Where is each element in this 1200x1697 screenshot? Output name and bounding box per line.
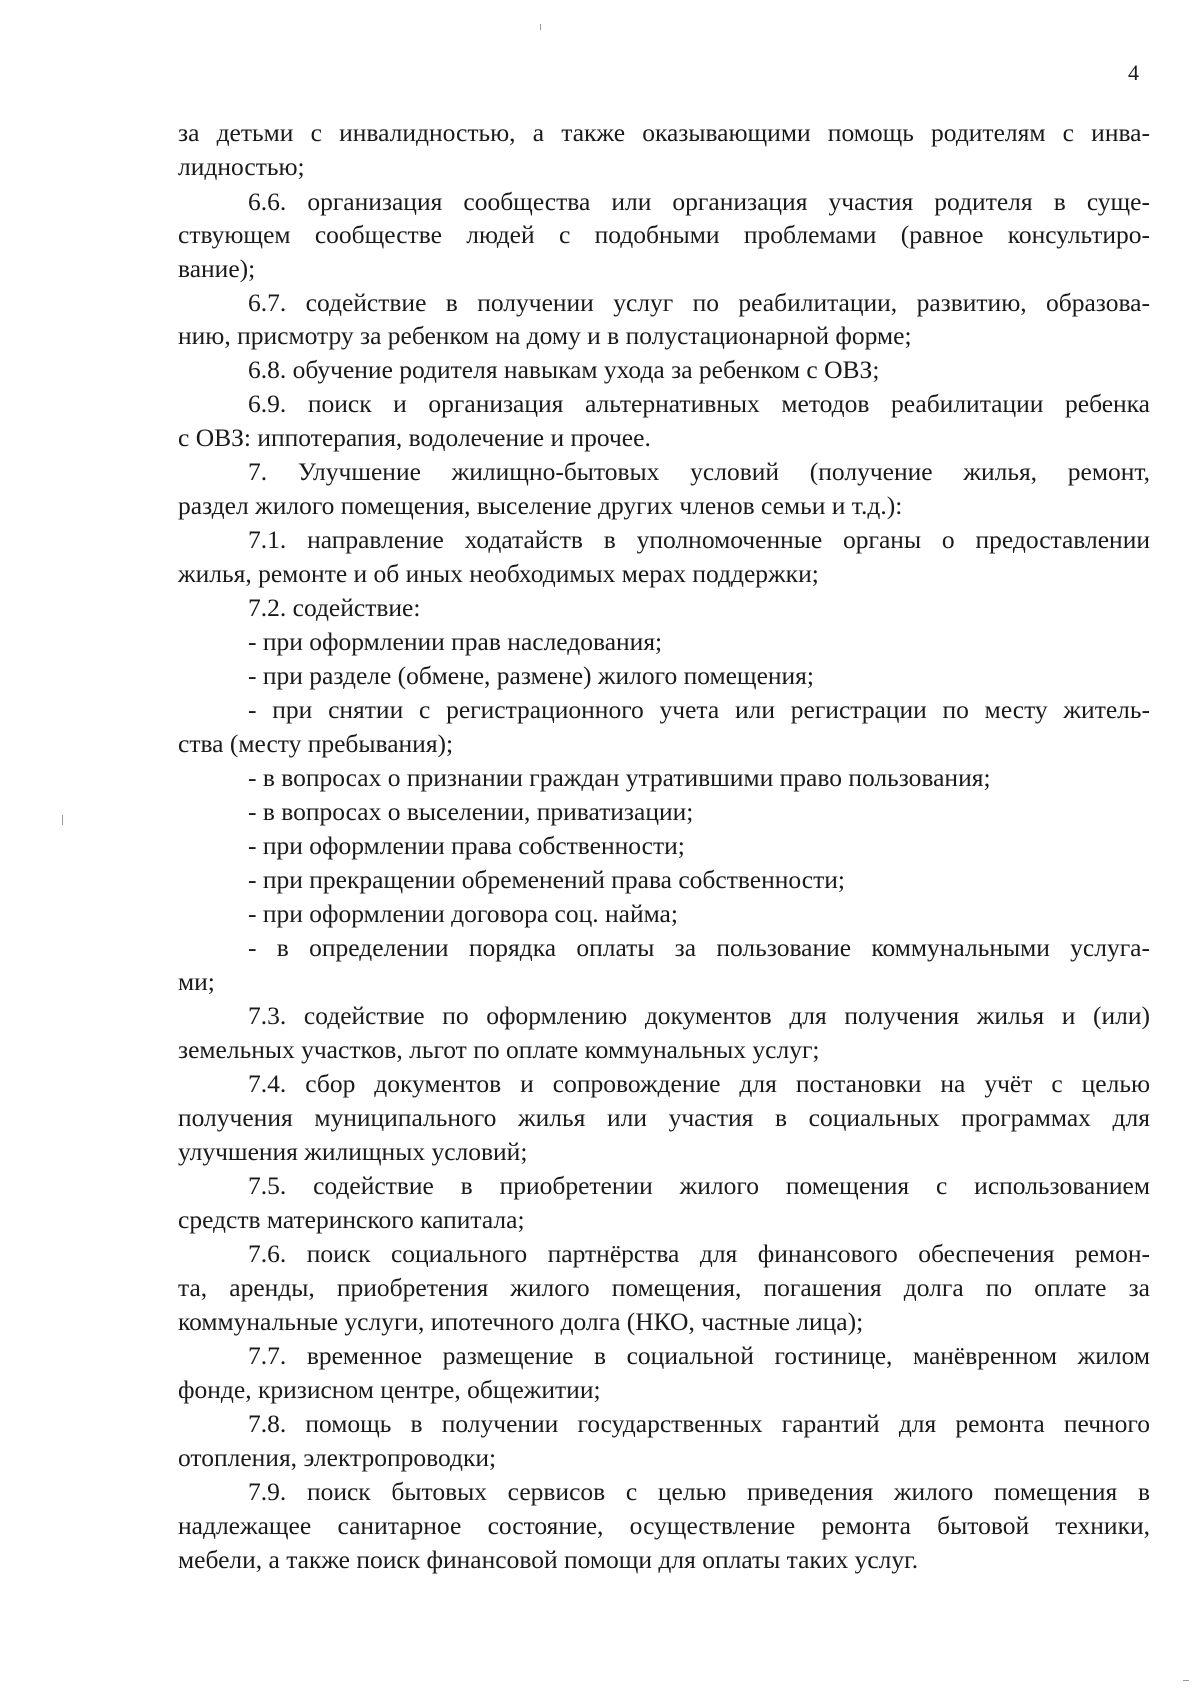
text-line: 7.4. сбор документов и сопровождение для постановки на учёт с целью <box>248 1069 1150 1098</box>
text-line: 7.3. содействие по оформлению документов для получения жилья и (или) <box>248 1001 1150 1030</box>
text-line: 6.7. содействие в получении услуг по реабилитации, развитию, образова- <box>248 288 1150 317</box>
text-line: - при прекращении обременений права собственности; <box>248 865 845 894</box>
text-line: 6.9. поиск и организация альтернативных методов реабилитации ребенка <box>248 389 1150 418</box>
text-line: 7.8. помощь в получении государственных гарантий для ремонта печного <box>248 1409 1150 1438</box>
text-line: улучшения жилищных условий; <box>178 1137 528 1166</box>
text-line: - в вопросах о признании граждан утратившими право пользования; <box>248 763 991 792</box>
text-line: вание); <box>178 254 256 283</box>
text-line: - при разделе (обмене, размене) жилого помещения; <box>248 661 814 690</box>
scan-mark-bottom-right <box>1183 1680 1189 1681</box>
text-line: с ОВЗ: иппотерапия, водолечение и прочее. <box>178 423 651 452</box>
text-line: та, аренды, приобретения жилого помещения, погашения долга по оплате за <box>178 1273 1150 1302</box>
text-line: ми; <box>178 967 215 996</box>
text-line: ствующем сообществе людей с подобными проблемами (равное консультиро- <box>178 220 1150 249</box>
text-line: - в вопросах о выселении, приватизации; <box>248 797 694 826</box>
text-line: - при снятии с регистрационного учета или регистрации по месту житель- <box>248 695 1150 724</box>
scan-mark-left <box>62 815 63 825</box>
text-line: жилья, ремонте и об иных необходимых мерах поддержки; <box>178 559 819 588</box>
page-number: 4 <box>1128 60 1139 85</box>
text-line: 6.8. обучение родителя навыкам ухода за ребенком с ОВЗ; <box>248 355 880 384</box>
text-line: - при оформлении прав наследования; <box>248 627 663 656</box>
text-line: земельных участков, льгот по оплате коммунальных услуг; <box>178 1035 820 1064</box>
text-line: лидностью; <box>178 152 305 181</box>
text-line: раздел жилого помещения, выселение других членов семьи и т.д.): <box>178 491 903 520</box>
text-line: 7.9. поиск бытовых сервисов с целью приведения жилого помещения в <box>248 1477 1150 1506</box>
scan-mark-top <box>540 24 541 30</box>
text-line: мебели, а также поиск финансовой помощи для оплаты таких услуг. <box>178 1545 919 1574</box>
text-line: средств материнского капитала; <box>178 1205 525 1234</box>
text-line: получения муниципального жилья или участия в социальных программах для <box>178 1103 1150 1132</box>
text-line: 7.5. содействие в приобретении жилого помещения с использованием <box>248 1171 1150 1200</box>
text-line: - при оформлении права собственности; <box>248 831 685 860</box>
text-line: 7.2. содействие: <box>248 593 421 622</box>
text-line: за детьми с инвалидностью, а также оказывающими помощь родителям с инва- <box>178 118 1150 147</box>
text-line: 7.1. направление ходатайств в уполномоченные органы о предоставлении <box>248 525 1150 554</box>
text-line: фонде, кризисном центре, общежитии; <box>178 1375 601 1404</box>
text-line: 7. Улучшение жилищно-бытовых условий (получение жилья, ремонт, <box>248 457 1150 486</box>
text-line: отопления, электропроводки; <box>178 1443 497 1472</box>
text-line: ства (месту пребывания); <box>178 729 454 758</box>
text-line: нию, присмотру за ребенком на дому и в полустационарной форме; <box>178 321 912 350</box>
text-line: - в определении порядка оплаты за пользование коммунальными услуга- <box>248 933 1150 962</box>
text-line: 7.7. временное размещение в социальной гостинице, манёвренном жилом <box>248 1341 1150 1370</box>
text-line: - при оформлении договора соц. найма; <box>248 899 678 928</box>
text-line: 6.6. организация сообщества или организация участия родителя в суще- <box>248 187 1150 216</box>
text-line: 7.6. поиск социального партнёрства для финансового обеспечения ремон- <box>248 1239 1150 1268</box>
text-line: надлежащее санитарное состояние, осуществление ремонта бытовой техники, <box>178 1511 1150 1540</box>
text-line: коммунальные услуги, ипотечного долга (НКО, частные лица); <box>178 1307 864 1336</box>
